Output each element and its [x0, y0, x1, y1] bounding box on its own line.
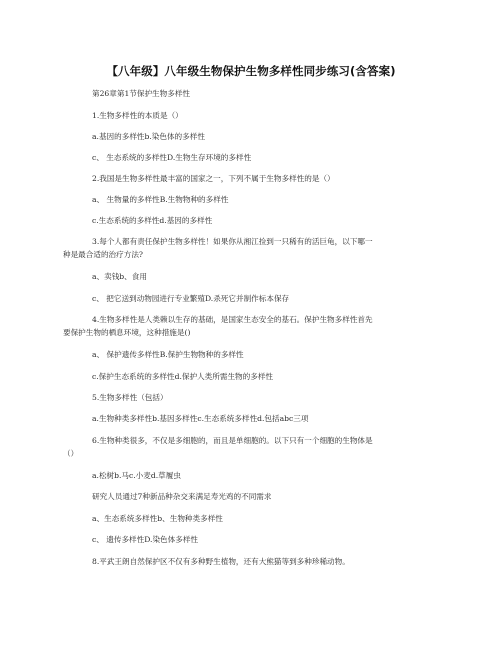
question-3-line-1: 3.每个人都有责任保护生物多样性！如果你从湘江捡到一只稀有的活巨龟，以下哪一 [92, 237, 373, 246]
question-4-line-2: 要保护生物的栖息环境，这种措施是() [63, 328, 191, 337]
question-5: 5.生物多样性（包括） [92, 393, 168, 402]
question-1: 1.生物多样性的本质是（） [92, 111, 183, 120]
question-8: 8.平武王朗自然保护区不仅有多种野生植物，还有大熊猫等到多种珍稀动物。 [92, 557, 350, 566]
question-4-line-1: 4.生物多样性是人类赖以生存的基础，是国家生态安全的基石。保护生物多样性首先 [92, 315, 373, 324]
question-6-line-1: 6.生物种类很多，不仅是多细胞的，而且是单细胞的。以下只有一个细胞的生物体是 [92, 436, 373, 445]
section-heading: 第26章第1节保护生物多样性 [92, 89, 191, 98]
question-7-options-c: c、 遗传多样性D.染色体多样性 [92, 535, 199, 544]
question-7-options-a: a、生态系统多样性b、生物种类多样性 [92, 514, 223, 523]
question-3-options-c: c、 把它送到动物园进行专业繁殖D.杀死它并制作标本保存 [92, 294, 290, 303]
question-1-options-a: a.基因的多样性b.染色体的多样性 [92, 132, 205, 141]
question-4-options-c: c.保护生态系统的多样性d.保护人类所需生物的多样性 [92, 372, 274, 381]
question-6-options: a.松树b.马c.小麦d.草履虫 [92, 471, 181, 480]
question-3-line-2: 种是最合适的治疗方法? [63, 250, 144, 259]
question-2: 2.我国是生物多样性最丰富的国家之一，下列不属于生物多样性的是（） [92, 174, 335, 183]
question-4-options-a: a、 保护遗传多样性B.保护生物物种的多样性 [92, 350, 244, 359]
question-2-options-c: c.生态系统的多样性d.基因的多样性 [92, 216, 213, 225]
question-3-options-a: a、卖钱b、食用 [92, 272, 147, 281]
question-1-options-c: c、 生态系统的多样性D.生物生存环境的多样性 [92, 153, 252, 162]
page-title: 【八年级】八年级生物保护生物多样性同步练习(含答案) [106, 64, 396, 78]
question-7: 研究人员通过7种新品种杂交来满足寿光鸡的不同需求 [92, 492, 272, 501]
question-6-line-2: （） [63, 449, 79, 458]
question-5-options: a.生物种类多样性b.基因多样性c.生态系统多样性d.包括abc三项 [92, 414, 309, 423]
question-2-options-a: a、 生物量的多样性B.生物物种的多样性 [92, 195, 229, 204]
